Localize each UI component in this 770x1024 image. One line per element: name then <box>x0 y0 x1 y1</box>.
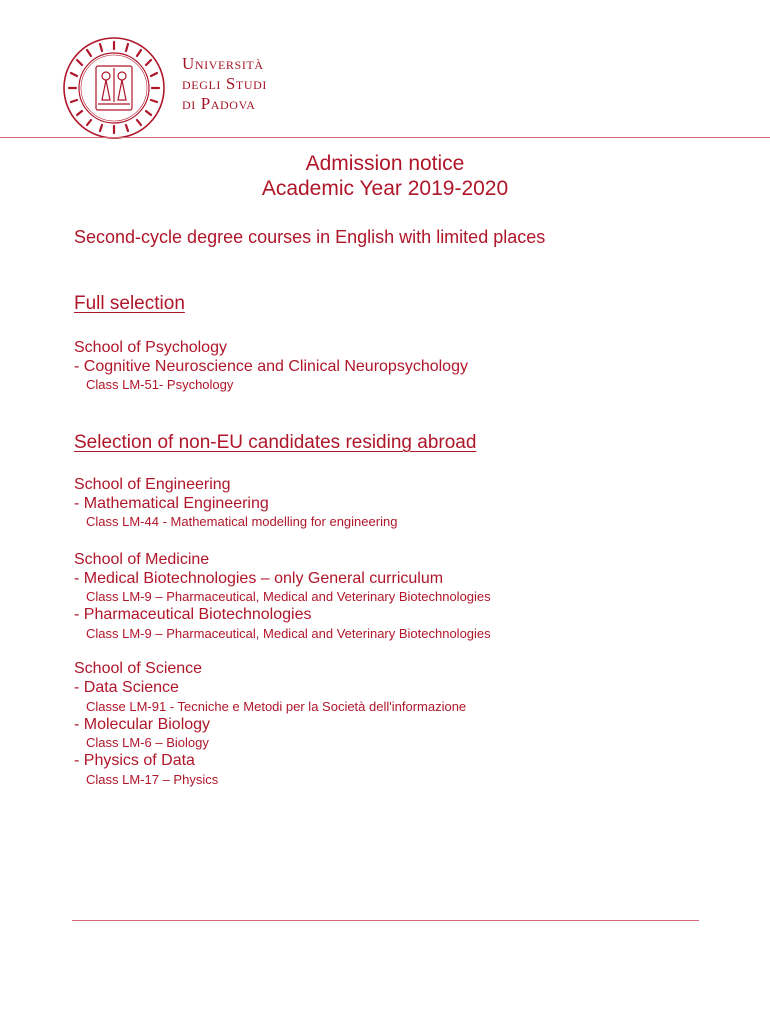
school-name: School of Engineering <box>74 476 231 493</box>
course-class: Class LM-51- Psychology <box>86 377 234 392</box>
university-seal-icon <box>62 36 166 140</box>
course-class: Class LM-6 – Biology <box>86 735 209 750</box>
university-name <box>182 54 267 114</box>
document-subtitle: Second-cycle degree courses in English with limited places <box>74 227 546 247</box>
footer-divider <box>72 920 699 921</box>
school-name: School of Medicine <box>74 551 210 568</box>
university-name-line: Università <box>182 54 264 73</box>
university-name-line: degli Studi <box>182 74 267 93</box>
header-divider <box>0 137 770 138</box>
section-heading-full-selection: Full selection <box>74 293 185 314</box>
university-name-line: di Padova <box>182 94 256 113</box>
document-header <box>0 0 770 137</box>
title-line-year: Academic Year 2019-2020 <box>261 177 509 200</box>
course-name: - Physics of Data <box>74 752 195 769</box>
course-class: Class LM-44 - Mathematical modelling for engineering <box>86 514 398 529</box>
document-title <box>0 151 770 201</box>
title-line-notice: Admission notice <box>305 152 465 175</box>
course-class: Class LM-9 – Pharmaceutical, Medical and Veterinary Biotechnologies <box>86 589 491 604</box>
course-class: Classe LM-91 - Tecniche e Metodi per la Società dell'informazione <box>86 699 467 714</box>
course-name: - Cognitive Neuroscience and Clinical Neuropsychology <box>74 358 468 375</box>
school-name: School of Science <box>74 660 203 677</box>
school-name: School of Psychology <box>74 339 227 356</box>
section-heading-non-eu: Selection of non-EU candidates residing abroad <box>74 432 477 453</box>
course-class: Class LM-9 – Pharmaceutical, Medical and Veterinary Biotechnologies <box>86 626 491 641</box>
course-name: - Medical Biotechnologies – only General curriculum <box>74 570 444 587</box>
course-name: - Molecular Biology <box>74 716 211 733</box>
course-class: Class LM-17 – Physics <box>86 772 219 787</box>
course-name: - Pharmaceutical Biotechnologies <box>74 606 312 623</box>
course-name: - Mathematical Engineering <box>74 495 269 512</box>
course-name: - Data Science <box>74 679 179 696</box>
